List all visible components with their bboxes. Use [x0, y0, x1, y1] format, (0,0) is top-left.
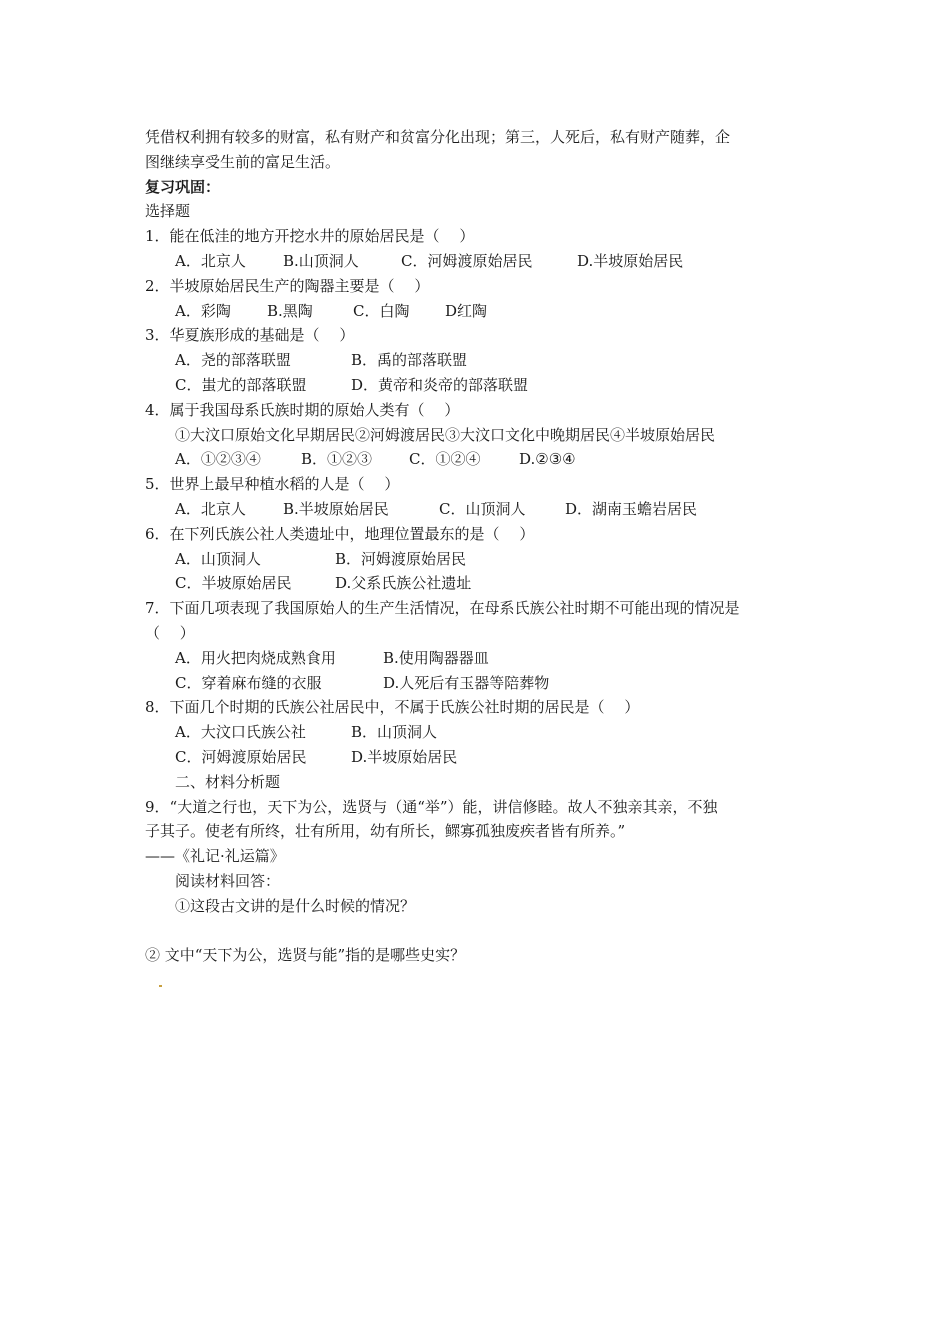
- question-6-option-a: A．山顶洞人: [175, 549, 261, 568]
- question-4-option-c: C．①②④: [409, 450, 481, 469]
- answer-space-1: [145, 919, 815, 943]
- question-7-stem: 7．下面几项表现了我国原始人的生产生活情况，在母系氏族公社时期不可能出现的情况是: [145, 599, 740, 618]
- question-5-option-c: C．山顶洞人: [439, 499, 526, 518]
- question-3-options-row-2: [145, 373, 815, 398]
- question-1-option-d: D.半坡原始居民: [577, 251, 684, 270]
- question-2-option-a: A．彩陶: [175, 301, 231, 320]
- question-8-option-b: B．山顶洞人: [351, 723, 438, 742]
- question-5-option-b: B.半坡原始居民: [283, 499, 389, 518]
- question-7-options-row-1: [145, 646, 815, 671]
- question-4-option-b: B．①②③: [301, 450, 373, 469]
- question-2-option-b: B.黑陶: [267, 301, 313, 320]
- question-2-option-c: C．白陶: [353, 301, 410, 320]
- question-4-options: [145, 447, 815, 472]
- question-1-stem: 1．能在低洼的地方开挖水井的原始居民是（ ）: [145, 227, 475, 246]
- question-4-stem: 4．属于我国母系氏族时期的原始人类有（ ）: [145, 400, 460, 419]
- question-9-instruction: 阅读材料回答：: [175, 871, 281, 890]
- question-1-option-a: A．北京人: [175, 251, 246, 270]
- question-5-option-d: D．湖南玉蟾岩居民: [565, 499, 698, 518]
- question-3-option-c: C．蚩尤的部落联盟: [175, 375, 307, 394]
- question-6-options-row-2: [145, 571, 815, 596]
- question-1-options: [145, 249, 815, 274]
- question-8-options-row-1: [145, 720, 815, 745]
- question-5-option-a: A．北京人: [175, 499, 246, 518]
- question-2-options: [145, 299, 815, 324]
- question-3-option-b: B．禹的部落联盟: [351, 351, 468, 370]
- question-9-line-1: 9．“大道之行也，天下为公，选贤与（通“举”）能，讲信修睦。故人不独亲其亲，不独: [145, 797, 718, 816]
- question-7-option-b: B.使用陶器器皿: [383, 648, 489, 667]
- question-9-sub-2: ② 文中“天下为公，选贤与能”指的是哪些史实？: [145, 945, 466, 964]
- question-9-sub-1: ①这段古文讲的是什么时候的情况？: [175, 896, 416, 915]
- question-3-stem: 3．华夏族形成的基础是（ ）: [145, 326, 355, 345]
- question-1-option-c: C．河姆渡原始居民: [401, 251, 533, 270]
- question-8-option-d: D.半坡原始居民: [351, 747, 458, 766]
- section-choice-heading: 选择题: [145, 202, 191, 221]
- question-6-option-d: D.父系氏族公社遗址: [335, 574, 472, 593]
- question-8-stem: 8．下面几个时期的氏族公社居民中，不属于氏族公社时期的居民是（ ）: [145, 698, 640, 717]
- question-7-options-row-2: [145, 671, 815, 696]
- review-heading: 复习巩固：: [145, 177, 221, 196]
- question-3-option-a: A．尧的部落联盟: [175, 351, 291, 370]
- question-7-option-c: C．穿着麻布缝的衣服: [175, 673, 322, 692]
- question-2-stem: 2．半坡原始居民生产的陶器主要是（ ）: [145, 276, 430, 295]
- question-6-option-b: B．河姆渡原始居民: [335, 549, 467, 568]
- question-7-option-a: A．用火把肉烧成熟食用: [175, 648, 336, 667]
- document-page: [145, 125, 815, 967]
- question-6-options-row-1: [145, 547, 815, 572]
- question-4-option-a: A．①②③④: [175, 450, 261, 469]
- question-7-option-d: D.人死后有玉器等陪葬物: [383, 673, 550, 692]
- question-3-option-d: D．黄帝和炎帝的部落联盟: [351, 375, 529, 394]
- question-7-stem-continued: （ ）: [145, 623, 195, 642]
- question-8-option-c: C．河姆渡原始居民: [175, 747, 307, 766]
- question-9-line-2: 子其子。使老有所终，壮有所用，幼有所长，鳏寡孤独废疾者皆有所养。”: [145, 822, 626, 841]
- question-9-source: ——《礼记·礼运篇》: [145, 847, 285, 866]
- question-8-options-row-2: [145, 745, 815, 770]
- question-3-options-row-1: [145, 348, 815, 373]
- question-6-option-c: C．半坡原始居民: [175, 574, 292, 593]
- question-6-stem: 6．在下列氏族公社人类遗址中，地理位置最东的是（ ）: [145, 524, 535, 543]
- question-4-extra: ①大汶口原始文化早期居民②河姆渡居民③大汶口文化中晚期居民④半坡原始居民: [175, 425, 716, 444]
- stray-mark: [159, 985, 162, 987]
- question-5-options: [145, 497, 815, 522]
- question-5-stem: 5．世界上最早种植水稻的人是（ ）: [145, 475, 400, 494]
- intro-line-1: 凭借权利拥有较多的财富，私有财产和贫富分化出现；第三，人死后，私有财产随葬，企: [145, 128, 731, 146]
- intro-line-2: 图继续享受生前的富足生活。: [145, 152, 341, 171]
- question-8-option-a: A．大汶口氏族公社: [175, 723, 306, 742]
- question-2-option-d: D红陶: [445, 301, 488, 320]
- section-material-heading: 二、材料分析题: [175, 772, 281, 791]
- question-1-option-b: B.山顶洞人: [283, 251, 359, 270]
- question-4-option-d: D.②③④: [519, 450, 576, 469]
